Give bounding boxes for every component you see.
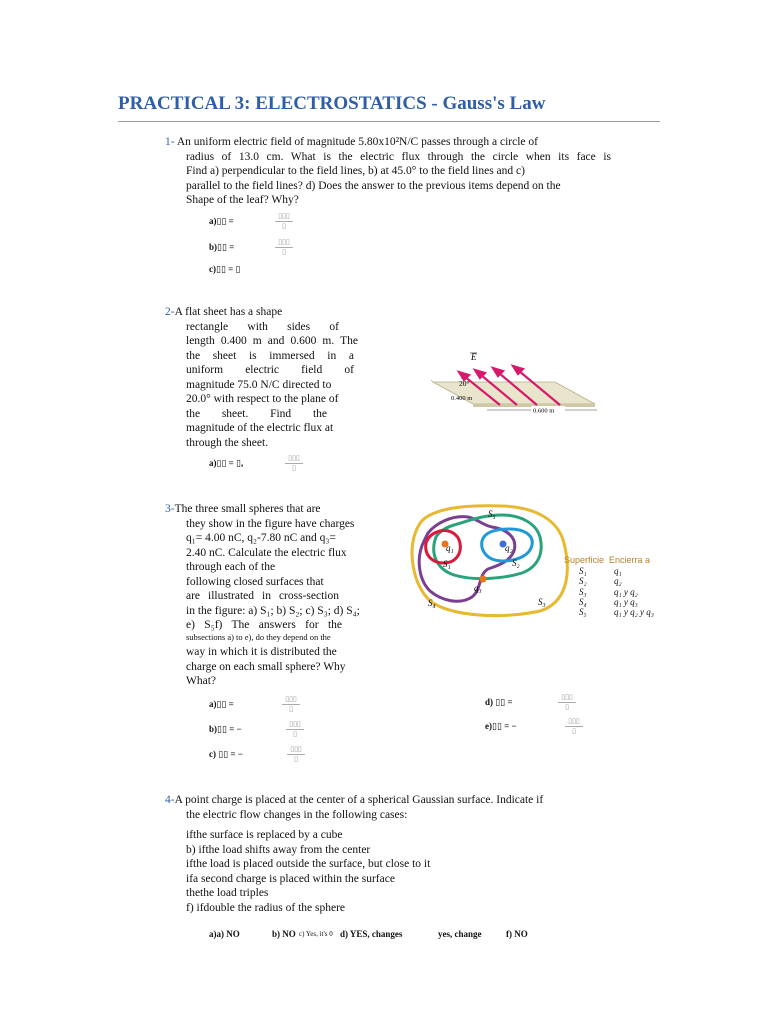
q3-answer-c: c) ▯▯ = − (209, 749, 243, 759)
q3-line-13: What? (186, 675, 217, 687)
q4-line-2: the electric flow changes in the following cases: (186, 808, 408, 821)
q2-line-3: length 0.400 m and 0.600 m. The (186, 335, 358, 347)
q3-line-9: e) S₅f) The answers for the (186, 619, 342, 631)
s5-label: S₅ (488, 509, 496, 519)
q1-line-4: parallel to the field lines? d) Does the answer to the previous items depend on the (186, 179, 561, 192)
q2-line-7: 20.0° with respect to the plane of (186, 393, 339, 405)
gaussian-surfaces-figure (402, 503, 572, 621)
q2-line-6: magnitude 75.0 N/C directed to (186, 378, 332, 391)
surface-table (579, 566, 679, 617)
q1-fraction-b: ▯▯▯ ▯ (273, 238, 295, 257)
q3-label: q₃ (474, 583, 482, 593)
table-row: S₅ q₁ y q₂ y q₃ (579, 607, 654, 618)
q3-answer-e: e)▯▯ = − (485, 721, 517, 731)
q3-line-1: 3-The three small spheres that are (165, 503, 321, 515)
q2-answer-a: a)▯▯ = ▯, (209, 458, 244, 468)
q4-case-e: thethe load triples (186, 887, 269, 899)
table-header-surface: Superficie (564, 555, 605, 565)
q4-case-d: ifa second charge is placed within the surface (186, 872, 395, 885)
q3-line-11: way in which it is distributed the (186, 646, 337, 658)
q3-number: 3- (165, 503, 175, 515)
table-row: S₁ q₁ (579, 566, 622, 576)
s4-label: S₄ (428, 598, 436, 608)
q3-fraction-b: ▯▯▯ ▯ (284, 720, 306, 739)
q3-fraction-c: ▯▯▯ ▯ (285, 745, 307, 764)
q1-fraction-a: ▯▯▯ ▯ (273, 212, 295, 231)
q3-answer-a: a)▯▯ = (209, 699, 234, 709)
table-row: S₄ q₁ y q₃ (579, 596, 638, 607)
q3-fraction-e: ▯▯▯ ▯ (563, 717, 585, 736)
surface-table-header (564, 555, 650, 565)
length-label: 0.600 m (533, 407, 555, 415)
q2-line-1: 2-A flat sheet has a shape (165, 306, 283, 318)
q2-line-2: rectangle with sides of (186, 320, 339, 333)
q3-line-3: q₁= 4.00 nC, q₂-7.80 nC and q₃= (186, 532, 336, 544)
q3-fraction-d: ▯▯▯ ▯ (556, 693, 578, 712)
title-divider (118, 121, 660, 122)
q4-case-b: b) ifthe load shifts away from the center (186, 843, 371, 856)
q4-case-a: ifthe surface is replaced by a cube (186, 829, 343, 841)
q1-answer-b: b)▯▯ = (209, 242, 235, 252)
q1-number: 1- (165, 136, 175, 148)
width-label: 0.400 m (451, 395, 473, 402)
q4-answer-c: c) Yes, it's 0 (299, 930, 333, 938)
q4-answer-b: b) NO (272, 929, 296, 939)
q2-line-10: through the sheet. (186, 436, 269, 449)
q4-answer-d: d) YES, changes (340, 929, 403, 939)
q3-line-5: through each of the (186, 561, 276, 573)
q4-number: 4- (165, 794, 175, 806)
q2-number: 2- (165, 306, 175, 318)
q3-fraction-a: ▯▯▯ ▯ (280, 695, 302, 714)
q3-line-10: subsections a) to e), do they depend on the (186, 632, 331, 642)
page-title: PRACTICAL 3: ELECTROSTATICS - Gauss's Law (118, 93, 546, 114)
q3-line-6: following closed surfaces that (186, 575, 324, 588)
q2-line-4: the sheet is immersed in a (186, 349, 354, 362)
q4-line-1: 4-A point charge is placed at the center of a spherical Gaussian surface. Indicate if (165, 794, 544, 806)
e-vector-label: E (471, 352, 477, 362)
charge-q3 (480, 576, 487, 583)
s1-label: S₁ (443, 559, 451, 569)
table-row: S₂ q₂ (579, 576, 622, 587)
q2-line-5: uniform electric field of (186, 364, 354, 376)
s2-label: S₂ (512, 558, 520, 568)
s3-label: S₃ (538, 597, 546, 607)
q3-answer-d: d) ▯▯ = (485, 697, 513, 707)
q3-line-12: charge on each small sphere? Why (186, 660, 346, 673)
q4-answer-f: f) NO (506, 929, 528, 939)
q1-line-2: radius of 13.0 cm. What is the electric flux through the circle when its face is (186, 150, 611, 163)
q3-answer-b: b)▯▯ = − (209, 724, 242, 734)
q1-line-1: 1- An uniform electric field of magnitude 5.80x10²N/C passes through a circle of (165, 136, 538, 148)
q2-line-9: magnitude of the electric flux at (186, 422, 334, 434)
q1-answer-c: c)▯▯ = ▯ (209, 264, 241, 274)
table-row: S₃ q₁ y q₂ (579, 586, 638, 597)
q4-case-c: ifthe load is placed outside the surface, but close to it (186, 858, 431, 870)
q4-case-f: f) ifdouble the radius of the sphere (186, 901, 346, 914)
q1-answer-a: a)▯▯ = (209, 216, 234, 226)
q2-line-8: the sheet. Find the (186, 407, 327, 420)
q3-line-2: they show in the figure have charges (186, 517, 355, 530)
q3-line-4: 2.40 nC. Calculate the electric flux (186, 546, 347, 559)
sheet-field-figure (425, 350, 605, 422)
q1-label: q₁ (446, 543, 454, 553)
q3-line-8: in the figure: a) S₁; b) S₂; c) S₃; d) S₄; (186, 604, 360, 617)
q4-answer-a: a)a) NO (209, 929, 240, 939)
q3-line-7: are illustrated in cross-section (186, 590, 339, 602)
q2-label: q₂ (505, 543, 513, 553)
q4-answer-e: yes, change (438, 929, 482, 939)
table-header-encloses: Encierra a (609, 555, 651, 565)
angle-label: 20° (459, 379, 470, 388)
q1-line-5: Shape of the leaf? Why? (186, 194, 299, 206)
q2-fraction-a: ▯▯▯ ▯ (283, 454, 305, 473)
q1-line-3: Find a) perpendicular to the field lines, b) at 45.0° to the field lines and c) (186, 165, 525, 177)
